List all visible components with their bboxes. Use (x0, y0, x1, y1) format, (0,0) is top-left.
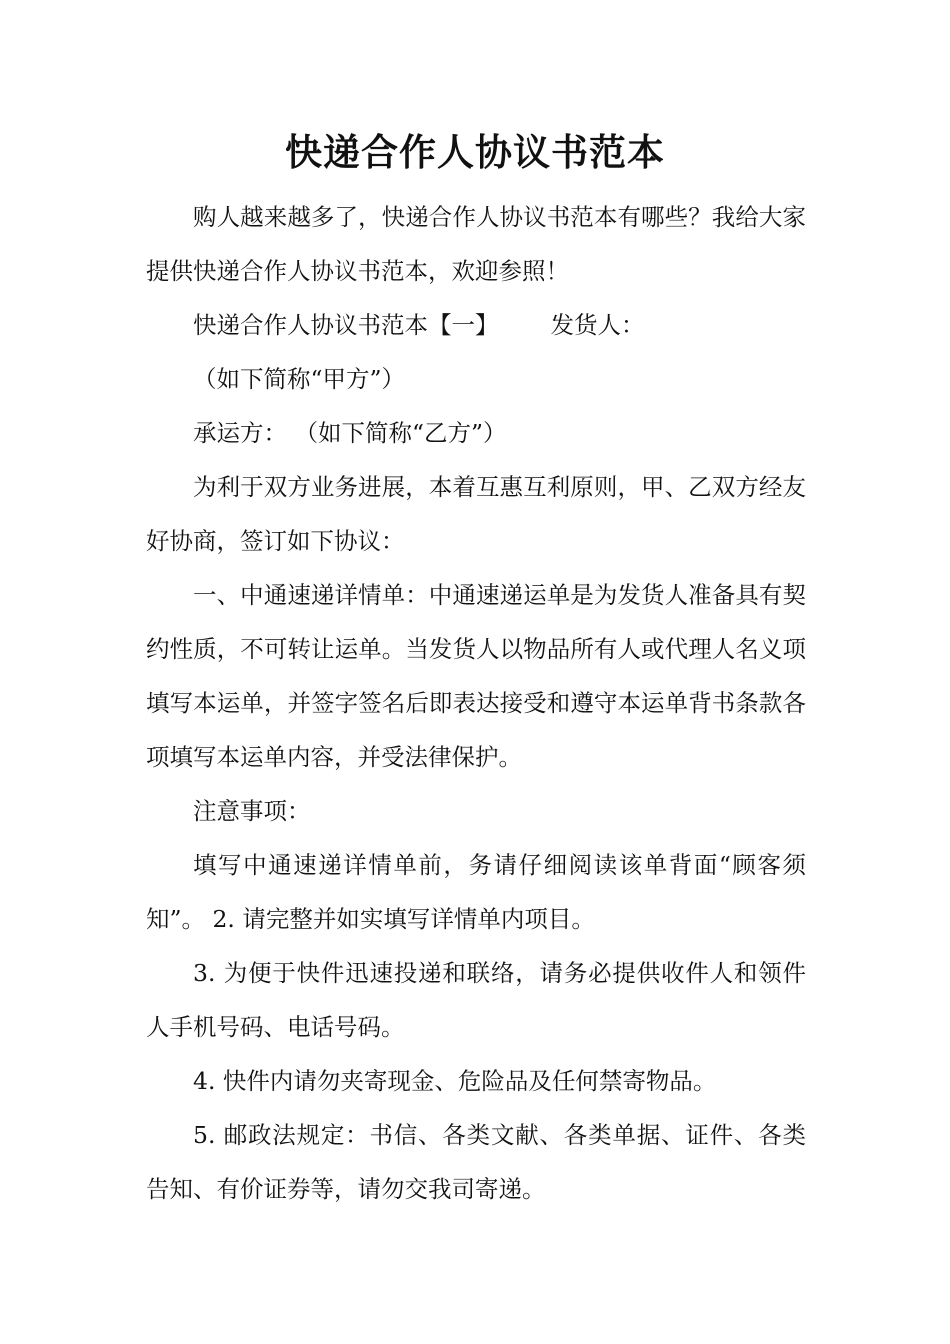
note-4-paragraph: 4. 快件内请勿夹寄现金、危险品及任何禁寄物品。 (193, 1067, 717, 1095)
intro-paragraph: 购人越来越多了，快递合作人协议书范本有哪些？我给大家提供快递合作人协议书范本，欢迎参照！ (146, 203, 806, 285)
note-1-2-paragraph: 填写中通速递详情单前，务请仔细阅读该单背面“顾客须知”。 2. 请完整并如实填写详情单内项目。 (146, 851, 806, 933)
preamble-paragraph: 为利于双方业务进展，本着互惠互利原则，甲、乙双方经友好协商，签订如下协议： (146, 473, 806, 555)
note-3-paragraph: 3. 为便于快件迅速投递和联络，请务必提供收件人和领件人手机号码、电话号码。 (146, 959, 806, 1041)
carrier-line: 承运方： （如下简称“乙方”） (193, 419, 507, 447)
party-a-line: （如下简称“甲方”） (193, 365, 406, 393)
document-body (146, 190, 806, 1216)
notes-heading: 注意事项： (193, 797, 311, 825)
section-heading: 快递合作人协议书范本【一】 (193, 311, 499, 339)
shipper-label: 发货人： (550, 311, 645, 339)
document-title: 快递合作人协议书范本 (285, 131, 665, 174)
note-5-paragraph: 5. 邮政法规定：书信、各类文献、各类单据、证件、各类告知、有价证券等，请勿交我司寄递。 (146, 1121, 806, 1203)
clause-1-paragraph: 一、中通速递详情单：中通速递运单是为发货人准备具有契约性质，不可转让运单。当发货人以物品所有人或代理人名义项填写本运单，并签字签名后即表达接受和遵守本运单背书条款各项填写本运单内容，并受法律保护。 (146, 581, 806, 771)
section-heading-line (146, 298, 806, 352)
